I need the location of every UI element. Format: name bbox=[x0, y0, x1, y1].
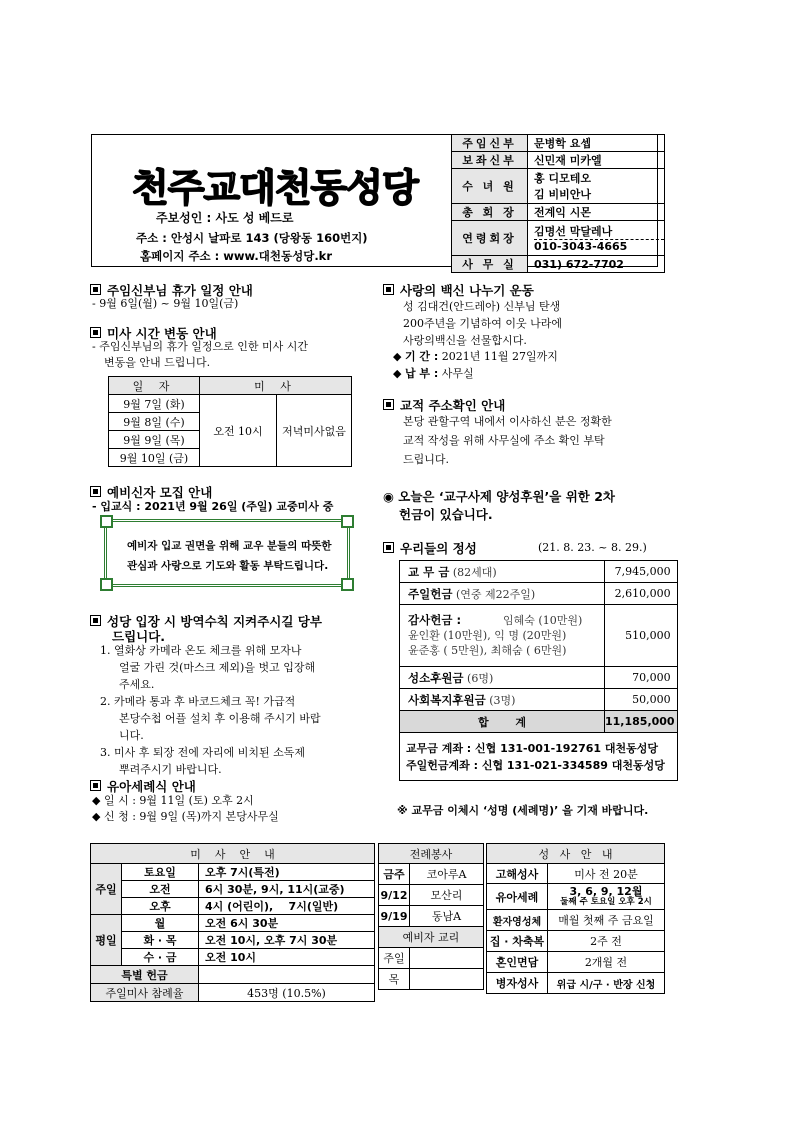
staff-role: 사 무 실 bbox=[452, 256, 528, 273]
altar-header-row bbox=[379, 844, 484, 864]
staff-phone: 010-3043-4665 bbox=[534, 240, 628, 253]
staff-name-second: 김 비비안나 bbox=[534, 188, 591, 201]
offering-value: 70,000 bbox=[605, 667, 678, 689]
thanks-head bbox=[408, 613, 604, 628]
offering-row bbox=[400, 667, 678, 689]
mass-info-title: 미 사 안 내 bbox=[91, 844, 375, 864]
sacrament-label: 병자성사 bbox=[487, 973, 548, 994]
offering-period: (21. 8. 23. ~ 8. 29.) bbox=[538, 541, 647, 554]
offering-footnote: ※ 교무금 이체시 ‘성명 (세례명)’ 을 기재 바랍니다. bbox=[397, 804, 649, 817]
sacrament-value: 3, 6, 9, 12월 bbox=[569, 884, 643, 898]
sacrament-row bbox=[487, 973, 665, 994]
submit-value: 사무실 bbox=[441, 367, 474, 380]
diamond-bullet-icon: ◆ bbox=[393, 367, 405, 380]
staff-row bbox=[452, 221, 665, 256]
frame-text bbox=[127, 536, 347, 576]
mass-time: 오전 10시, 오후 7시 30분 bbox=[199, 932, 375, 949]
sacrament-value: 2주 전 bbox=[548, 931, 665, 952]
special-offering-label: 특별 헌금 bbox=[91, 966, 199, 984]
staff-role: 보좌신부 bbox=[452, 152, 528, 169]
mass-day: 수 · 금 bbox=[122, 949, 199, 966]
staff-name-pair bbox=[528, 169, 665, 204]
staff-name: 홍 디모테오 bbox=[534, 172, 591, 185]
vaccine-period bbox=[393, 348, 558, 365]
sacrament-value: 미사 전 20분 bbox=[548, 864, 665, 884]
mass-day: 화 · 목 bbox=[122, 932, 199, 949]
table-header-row bbox=[109, 377, 352, 395]
sacrament-row bbox=[487, 884, 665, 910]
baptism-date-text: 일 시 : 9월 11일 (토) 오후 2시 bbox=[103, 794, 254, 807]
staff-role: 연령회장 bbox=[452, 221, 528, 256]
altar-community: 모산리 bbox=[410, 885, 484, 906]
sacrament-table bbox=[486, 843, 665, 994]
mass-time: 오전 6시 30분 bbox=[199, 915, 375, 932]
quarantine-item-line: 본당수첩 어플 설치 후 이용해 주시기 바랍 bbox=[119, 712, 321, 725]
mass-time-cell: 오전 10시 bbox=[200, 395, 277, 467]
mass-time: 오후 7시(특전) bbox=[199, 864, 375, 881]
offering-heading bbox=[383, 539, 477, 557]
offering-label: 교 무 금 bbox=[408, 564, 450, 579]
staff-name-pair bbox=[528, 221, 665, 256]
diamond-bullet-icon: ◆ bbox=[393, 350, 405, 363]
date-cell: 9월 7일 (화) bbox=[109, 395, 200, 413]
quarantine-title-cont: 드립니다. bbox=[112, 629, 166, 644]
parish-title: 천주교대천동성당 bbox=[132, 166, 418, 210]
date-cell: 9월 8일 (수) bbox=[109, 413, 200, 431]
account-line: 주일헌금계좌 : 신협 131-021-334589 대천동성당 bbox=[406, 758, 665, 772]
submit-label: 납 부 : bbox=[404, 367, 439, 380]
quarantine-item-line: 주세요. bbox=[119, 678, 155, 691]
total-label: 합 계 bbox=[400, 711, 605, 733]
sacrament-title: 성 사 안 내 bbox=[487, 844, 665, 864]
mass-day: 오후 bbox=[122, 898, 199, 915]
account-row bbox=[400, 733, 678, 781]
vaccine-line: 사랑의백신을 선물합시다. bbox=[403, 334, 527, 347]
mass-day: 월 bbox=[122, 915, 199, 932]
diamond-bullet-icon: ◆ bbox=[92, 794, 104, 807]
thanks-line: 임혜숙 (10만원) bbox=[503, 614, 583, 627]
catechism-day: 주일 bbox=[379, 948, 410, 969]
offering-value: 2,610,000 bbox=[605, 583, 678, 605]
account-line: 교무금 계좌 : 신협 131-001-192761 대천동성당 bbox=[406, 741, 659, 755]
parish-address: 주소 : 안성시 날파로 143 (당왕동 160번지) bbox=[136, 231, 368, 245]
vaccine-line: 성 김대건(안드레아) 신부님 탄생 bbox=[403, 300, 561, 313]
staff-row bbox=[452, 256, 665, 273]
mass-info-row bbox=[91, 898, 375, 915]
square-bullet-icon bbox=[90, 780, 101, 791]
special-offering-value bbox=[199, 966, 375, 984]
collection-notice-line2: 헌금이 있습니다. bbox=[399, 507, 493, 522]
attendance-row bbox=[91, 984, 375, 1002]
period-label: 기 간 : bbox=[404, 350, 439, 363]
table-row bbox=[109, 395, 352, 413]
offering-label-cell bbox=[400, 689, 605, 711]
address-check-line: 드립니다. bbox=[403, 453, 450, 466]
address-check-line: 교적 작성을 위해 사무실에 주소 확인 부탁 bbox=[403, 434, 605, 447]
offering-total-row bbox=[400, 711, 678, 733]
address-check-title: 교적 주소확인 안내 bbox=[400, 398, 506, 413]
sacrament-label: 집 · 차축복 bbox=[487, 931, 548, 952]
quarantine-item-line: 얼굴 가린 것(마스크 제외)을 벗고 입장해 bbox=[119, 661, 316, 674]
altar-row bbox=[379, 885, 484, 906]
catechism-day: 목 bbox=[379, 969, 410, 990]
mass-change-line: - 주임신부님의 휴가 일정으로 인한 미사 시간 bbox=[92, 340, 308, 353]
altar-community: 동남A bbox=[410, 906, 484, 927]
altar-title: 전례봉사 bbox=[379, 844, 484, 864]
quarantine-item-line: 뿌려주시기 바랍니다. bbox=[119, 763, 222, 776]
offering-title: 우리들의 정성 bbox=[400, 541, 477, 556]
quarantine-title: 성당 입장 시 방역수칙 지켜주시길 당부 bbox=[107, 614, 322, 629]
frame-corner bbox=[100, 515, 113, 528]
square-bullet-icon bbox=[90, 486, 101, 497]
altar-date: 9/19 bbox=[379, 906, 410, 927]
sacrament-label: 고해성사 bbox=[487, 864, 548, 884]
mass-info-row bbox=[91, 915, 375, 932]
bullseye-icon: ◉ bbox=[383, 489, 399, 504]
offering-row bbox=[400, 689, 678, 711]
col-mass-header: 미 사 bbox=[200, 377, 352, 395]
mass-day: 오전 bbox=[122, 881, 199, 898]
staff-name: 신민재 미카엘 bbox=[528, 152, 665, 169]
catechism-row bbox=[379, 969, 484, 990]
offering-sub: (82세대) bbox=[452, 565, 497, 579]
mass-info-row bbox=[91, 949, 375, 966]
staff-role: 수 녀 원 bbox=[452, 169, 528, 204]
frame-corner bbox=[341, 515, 354, 528]
mass-info-table bbox=[90, 843, 375, 1002]
square-bullet-icon bbox=[383, 542, 394, 553]
offering-label: 주일헌금 bbox=[408, 586, 453, 601]
vaccine-heading bbox=[383, 281, 534, 299]
attendance-value: 453명 (10.5%) bbox=[199, 984, 375, 1002]
catechism-value bbox=[410, 948, 484, 969]
baptism-apply-text: 신 청 : 9월 9일 (목)까지 본당사무실 bbox=[103, 810, 279, 823]
col-date-header: 일 자 bbox=[109, 377, 200, 395]
offering-table bbox=[399, 560, 678, 781]
catechumen-initiation: - 입교식 : 2021년 9월 26일 (주일) 교중미사 중 bbox=[92, 500, 334, 513]
offering-row bbox=[400, 583, 678, 605]
sacrament-value: 2개월 전 bbox=[548, 952, 665, 973]
quarantine-item-line: 니다. bbox=[119, 729, 144, 742]
offering-sub: (6명) bbox=[467, 671, 494, 685]
collection-notice bbox=[383, 487, 615, 505]
sacrament-value-pair bbox=[548, 884, 665, 910]
mass-time: 6시 30분, 9시, 11시(교중) bbox=[199, 881, 375, 898]
sacrament-label: 환자영성체 bbox=[487, 910, 548, 931]
mass-info-row bbox=[91, 932, 375, 949]
mass-change-line: 변동을 안내 드립니다. bbox=[104, 356, 211, 369]
parish-homepage: 홈페이지 주소 : www.대천동성당.kr bbox=[140, 249, 333, 263]
staff-name: 문병학 요셉 bbox=[528, 135, 665, 152]
vacation-title: 주임신부님 휴가 일정 안내 bbox=[107, 283, 253, 298]
offering-sub: (연중 제22주일) bbox=[455, 587, 536, 601]
total-value: 11,185,000 bbox=[605, 711, 678, 733]
account-cell bbox=[400, 733, 678, 781]
sacrament-value: 매월 첫째 주 금요일 bbox=[548, 910, 665, 931]
vaccine-title: 사랑의 백신 나누기 운동 bbox=[400, 283, 534, 298]
catechism-header-row bbox=[379, 927, 484, 948]
baptism-title: 유아세례식 안내 bbox=[107, 779, 196, 794]
staff-row bbox=[452, 169, 665, 204]
thanks-value: 510,000 bbox=[605, 605, 678, 667]
sacrament-row bbox=[487, 952, 665, 973]
sacrament-value: 위급 시/구 · 반장 신청 bbox=[548, 973, 665, 994]
frame-corner bbox=[100, 578, 113, 591]
square-bullet-icon bbox=[90, 327, 101, 338]
quarantine-list bbox=[100, 642, 370, 778]
vaccine-submit bbox=[393, 365, 474, 382]
mass-info-row bbox=[91, 881, 375, 898]
staff-name: 031) 672-7702 bbox=[528, 256, 665, 273]
staff-name: 전계익 시몬 bbox=[528, 204, 665, 221]
square-bullet-icon bbox=[90, 615, 101, 626]
address-check-line: 본당 관할구역 내에서 이사하신 분은 정확한 bbox=[403, 415, 612, 428]
baptism-apply bbox=[92, 808, 279, 825]
catechism-row bbox=[379, 948, 484, 969]
collection-notice-line1: 오늘은 ‘교구사제 양성후원’을 위한 2차 bbox=[398, 489, 615, 504]
period-value: 2021년 11월 27일까지 bbox=[441, 350, 558, 363]
offering-label: 성소후원금 bbox=[408, 670, 464, 685]
offering-label-cell bbox=[400, 667, 605, 689]
catechumen-title: 예비신자 모집 안내 bbox=[107, 485, 213, 500]
sacrament-label: 혼인면담 bbox=[487, 952, 548, 973]
sunday-label: 주일 bbox=[91, 864, 122, 915]
address-check-text bbox=[403, 412, 612, 469]
thanks-line: 윤인환 (10만원), 익 명 (20만원) bbox=[408, 629, 567, 642]
altar-row bbox=[379, 906, 484, 927]
mass-change-title: 미사 시간 변동 안내 bbox=[107, 326, 217, 341]
mass-time: 4시 (어린이), 7시(일반) bbox=[199, 898, 375, 915]
frame-corner bbox=[341, 578, 354, 591]
offering-label-cell bbox=[400, 583, 605, 605]
staff-row bbox=[452, 204, 665, 221]
staff-role: 주임신부 bbox=[452, 135, 528, 152]
sacrament-value-second: 둘째 주 토요일 오후 2시 bbox=[560, 896, 652, 907]
diamond-bullet-icon: ◆ bbox=[92, 810, 104, 823]
offering-value: 50,000 bbox=[605, 689, 678, 711]
mass-day: 토요일 bbox=[122, 864, 199, 881]
catechumen-frame bbox=[104, 519, 350, 587]
mass-time: 오전 10시 bbox=[199, 949, 375, 966]
sacrament-header-row bbox=[487, 844, 665, 864]
staff-name: 김명선 막달레나 bbox=[534, 223, 664, 240]
vacation-dates: - 9월 6일(월) ~ 9월 10일(금) bbox=[92, 297, 239, 310]
staff-role: 총 회 장 bbox=[452, 204, 528, 221]
staff-row bbox=[452, 152, 665, 169]
weekday-label: 평일 bbox=[91, 915, 122, 966]
sacrament-label: 유아세례 bbox=[487, 884, 548, 910]
sacrament-row bbox=[487, 910, 665, 931]
offering-label: 사회복지후원금 bbox=[408, 692, 486, 707]
special-offering-row bbox=[91, 966, 375, 984]
quarantine-item-line: 3. 미사 후 퇴장 전에 자리에 비치된 소독제 bbox=[100, 746, 305, 759]
frame-line: 예비자 입교 권면을 위해 교우 분들의 따뜻한 bbox=[127, 540, 332, 552]
patron-saint: 주보성인 : 사도 성 베드로 bbox=[156, 211, 294, 225]
square-bullet-icon bbox=[90, 284, 101, 295]
attendance-label: 주일미사 참례율 bbox=[91, 984, 199, 1002]
mass-note-cell: 저녁미사없음 bbox=[277, 395, 352, 467]
quarantine-item-line: 2. 카메라 통과 후 바코드체크 꼭! 가급적 bbox=[100, 695, 296, 708]
altar-service-table bbox=[378, 843, 484, 990]
staff-table bbox=[451, 134, 665, 273]
catechism-value bbox=[410, 969, 484, 990]
vaccine-line: 200주년을 기념하여 이웃 나라에 bbox=[403, 317, 562, 330]
offering-sub: (3명) bbox=[489, 693, 516, 707]
quarantine-item-line: 1. 열화상 카메라 온도 체크를 위해 모자나 bbox=[100, 644, 302, 657]
sacrament-row bbox=[487, 931, 665, 952]
frame-line: 관심과 사랑으로 기도와 활동 부탁드립니다. bbox=[127, 560, 329, 572]
square-bullet-icon bbox=[383, 399, 394, 410]
baptism-date bbox=[92, 792, 254, 809]
altar-date: 9/12 bbox=[379, 885, 410, 906]
date-cell: 9월 9일 (목) bbox=[109, 431, 200, 449]
thanks-cell bbox=[400, 605, 605, 667]
offering-row bbox=[400, 561, 678, 583]
vaccine-text bbox=[403, 298, 562, 349]
offering-label-cell bbox=[400, 561, 605, 583]
altar-date: 금주 bbox=[379, 864, 410, 885]
altar-community: 코아루A bbox=[410, 864, 484, 885]
sacrament-row bbox=[487, 864, 665, 884]
altar-row bbox=[379, 864, 484, 885]
catechism-title: 예비자 교리 bbox=[379, 927, 484, 948]
mass-change-table bbox=[108, 376, 352, 467]
offering-value: 7,945,000 bbox=[605, 561, 678, 583]
thanks-line: 윤준홍 ( 5만원), 최해숨 ( 6만원) bbox=[408, 644, 567, 657]
staff-row bbox=[452, 135, 665, 152]
mass-info-header-row bbox=[91, 844, 375, 864]
thanks-label: 감사헌금 : bbox=[408, 613, 462, 627]
offering-row-thanks bbox=[400, 605, 678, 667]
date-cell: 9월 10일 (금) bbox=[109, 449, 200, 467]
square-bullet-icon bbox=[383, 284, 394, 295]
mass-info-row bbox=[91, 864, 375, 881]
